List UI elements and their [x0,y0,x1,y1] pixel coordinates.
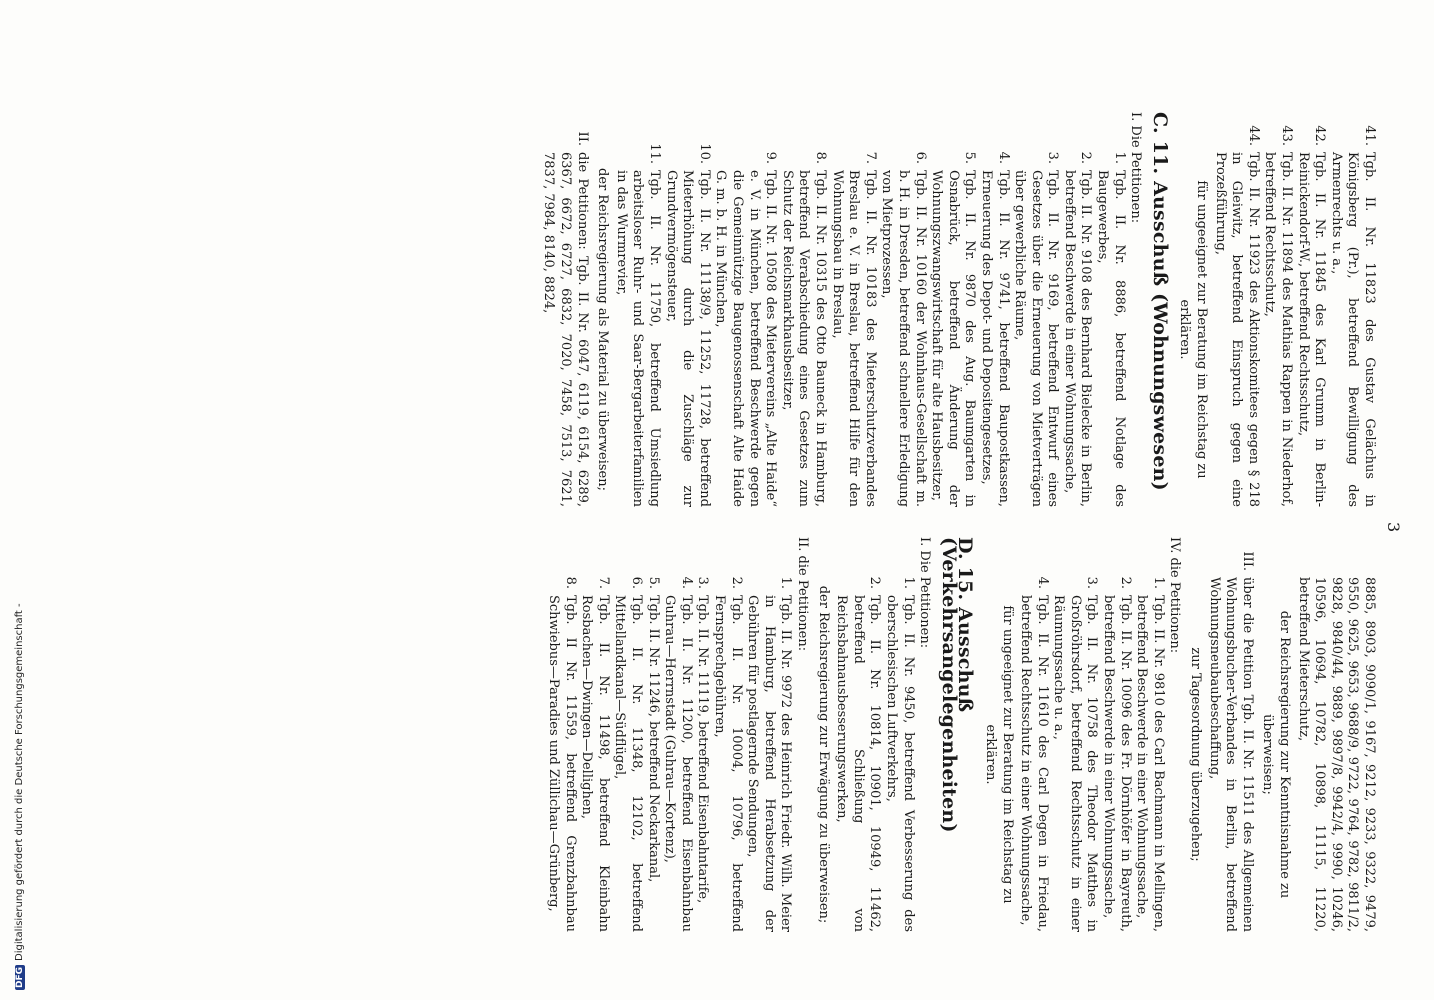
item-number: 7. [862,151,878,164]
digitization-credit [14,603,25,990]
petition-item [644,537,661,932]
item-text: Tgb. II. Nr. 11845 des Karl Grumm in Berlin-Reinickendorf-W., betreffend Rechtsschutz, [1295,152,1328,507]
petition-item [662,112,712,507]
petition-item [661,537,694,932]
petition-item [1100,537,1133,932]
petition-numbers-continued: 8885, 8903, 9090/1, 9167, 9212, 9233, 9322, 9479, 9550, 9625, 9653, 9688/9, 9722, 9764, 9782, 9811/2, 9828, 9840/44, 9889, 9897/8, 9942/4, 9990, 10246, 10596, 10694, 10782, 10898, 11115, 11220, betreffend Mieterschutz, [1295,577,1377,932]
petition-item [928,112,978,507]
item-number: III. [1239,551,1255,571]
item-text: Tgb. II. Nr. 11923 des Aktionskomitees gegen § 218 in Gleiwitz, betreffend Einspruch gegen eine Prozeßführung, [1212,152,1261,507]
item-number: 1. [1150,576,1166,589]
item-text: Tgb. II. Nr. 9108 des Bernhard Bielecke in Berlin, betreffend Beschwerde in einer Wohnungssache, [1061,170,1094,507]
petition-item [878,112,928,507]
item-text: Tgb. II. Nr. 10508 des Mietervereins „Alte Haide“ e. V. in München, betreffend Beschwerde gegen die Gemeinnützige Baugenossenschaft Alte Haide G. m. b. H. in München, [713,170,779,507]
petition-item [778,112,828,507]
petition-item [1133,537,1166,932]
section-heading-c: C. 11. Ausschuß (Wohnungswesen) [1148,112,1171,491]
petition-item [977,112,1010,507]
item-text: die Petitionen: Tgb. II. Nr. 6047, 6119, 6154, 6289, 6367, 6672, 6727, 6832, 7020, 7458, 7513, 7621, 7837, 7984, 8140, 8824, [541,152,590,507]
item-number: 9. [763,151,779,164]
section-intro: I. Die Petitionen: [917,537,933,649]
petition-list-continued [1211,112,1377,507]
item-number: 11. [647,143,663,164]
petition-item [1211,112,1261,507]
closing-statement: für ungeeignet zur Beratung im Reichstag zu erklären. [1177,180,1210,479]
item-number: 3. [695,576,711,589]
petition-list-transport [833,537,916,932]
item-number: 42. [1312,125,1328,146]
item-text: Tgb. II. Nr. 11138/9, 11252, 11728, betreffend Mieterhöhung durch die Zuschläge zur Grundvermögensteuer, [663,170,712,507]
rotated-page-content [137,112,1403,932]
item-number: II. [574,131,590,146]
item-text: Tgb. II. Nr. 11246, betreffend Neckarkanal, [645,595,661,883]
item-text: Tgb. II. Nr. 11119, betreffend Eisenbahntarife, [695,595,711,904]
petition-item [744,537,794,932]
petition-item [1261,112,1294,507]
item-number: 41. [1362,125,1377,146]
item-number: 2. [1117,576,1133,589]
petition-item [1050,537,1100,932]
petition-item [1017,537,1050,932]
item-text: Tgb. II. Nr. 11348, 12102, betreffend Mittellandkanal—Südflügel, [612,595,645,932]
item-number: 6. [912,151,928,164]
item-text: Tgb. II. Nr. 10315 des Otto Bauneck in Hamburg, betreffend Verabschiedung eines Gesetzes zum Schutz der Reichsmarkhausbesitzer, [779,170,828,507]
item-text: Tgb. II. Nr. 9810 des Carl Bachmann in Mellingen, betreffend Beschwerde in einer Wohnungssache, [1134,595,1166,932]
petition-item [545,537,578,932]
credit-text: Digitalisierung gefördert durch die Deutsche Forschungsgemeinschaft - [14,603,25,961]
item-number: 3. [1084,576,1100,589]
item-text: Tgb. II. Nr. 9870 des Aug. Baumgarten in Osnabrück, betreffend Änderung der Wohnungszwangswirtschaft für alte Hausbesitzer, [929,170,978,507]
item-number: 5. [962,151,978,164]
item-text: Tgb. II Nr. 11559, betreffend Grenzbahnbau Schwiebus—Paradies und Züllichau—Grünberg, [546,595,578,932]
item-text: Tgb. II. Nr. 11823 des Gustav Gelächus in Königsberg (Pr.), betreffend Bewilligung des Armenrechts u. a., [1328,152,1377,507]
item-text: Tgb. II. Nr. 11610 des Carl Degen in Friedau, betreffend Rechtsschutz in einer Wohnungssache, [1018,595,1050,932]
petition-item [1327,112,1377,507]
item-number: 2. [867,576,883,589]
closing-statement: der Reichsregierung als Material zu überweisen; [595,168,611,491]
petition-group-ii [540,112,590,507]
petition-item [694,537,711,932]
item-text: Tgb. II. Nr. 10096 des Fr. Dörnhöfer in Bayreuth, betreffend Beschwerde in einer Wohnungssache, [1101,595,1133,932]
item-number: 1. [1111,151,1127,164]
item-number: 1. [900,576,916,589]
left-column [540,112,1377,507]
petition-list-housing [612,112,1126,507]
closing-statement: der Reichsregierung zur Kenntnisnahme zu überweisen; [1260,610,1293,899]
item-number: 8. [562,576,578,589]
section-intro: II. die Petitionen: [795,537,810,652]
item-number: 2. [1078,151,1094,164]
petition-item [1011,112,1061,507]
item-number: 4. [1034,576,1050,589]
petition-item [710,537,743,932]
item-number: 4. [995,151,1011,164]
petition-list-ii [545,537,794,932]
petition-item [712,112,778,507]
item-text: Tgb. II. Nr. 11200, betreffend Eisenbahnbau Guhrau—Herrnstadt (Guhrau—Kortenz), [662,595,694,932]
petition-item [833,537,883,932]
page-number: 3 [1384,522,1403,533]
item-text: Tgb. II. Nr. 9741, betreffend Baupostkassen, Erneuerung des Depot- und Depositengesetzes, [978,170,1011,507]
petition-list-iv [1017,537,1166,932]
item-text: Tgb. II. Nr. 10758 des Theodor Matthes in Großröhrsdorf, betreffend Rechtsschutz in einer Räumungssache u. a., [1051,595,1100,932]
item-text: Tgb. II. Nr. 8886, betreffend Notlage des Baugewerbes, [1095,170,1127,507]
petition-group-iii [1205,537,1255,932]
item-number: 6. [629,576,645,589]
item-text: Tgb. II. Nr. 9972 des Heinrich Friedr. Wilh. Meier in Hamburg, betreffend Herabsetzung der Gebühren für postlagernde Sendungen, [745,595,794,932]
item-number: 44. [1245,125,1261,146]
section-intro: IV. die Petitionen: [1167,537,1183,654]
item-number: 10. [696,143,712,164]
right-column [545,537,1378,932]
closing-statement: zur Tagesordnung überzugehen; [1188,647,1204,862]
item-text: Tgb. II. Nr. 10183 des Mieterschutzverbandes Breslau e. V. in Breslau, betreffend Hilfe für den Wohnungsbau in Breslau, [829,170,878,507]
item-number: 1. [778,576,794,589]
petition-item [611,537,644,932]
item-number: 4. [678,576,694,589]
petition-item [612,112,662,507]
closing-statement: für ungeeignet zur Beratung im Reichstag zu erklären. [982,605,1015,904]
petition-item [1294,112,1327,507]
item-number: 2. [728,576,744,589]
item-text: Tgb. II. Nr. 10160 der Wohnhaus-Gesellschaft m. b. H. in Dresden, betreffend schnellere Erledigung von Mietprozessen, [879,170,928,507]
item-number: 5. [645,576,661,589]
petition-item [1094,112,1127,507]
item-number: 7. [595,576,611,589]
item-text: Tgb. II. Nr. 10814, 10901, 10949, 11462, betreffend Schließung von Reichsbahnausbesserungswerken, [834,595,883,932]
item-text: Tgb. II. Nr. 10004, 10796, betreffend Fernsprechgebühren, [712,595,744,932]
item-number: 8. [813,151,828,164]
item-text: Tgb. II. Nr. 9169, betreffend Entwurf eines Gesetzes über die Erneuerung von Mietverträgen über gewerbliche Räume, [1012,170,1061,507]
item-text: Tgb. II. Nr. 11498, betreffend Kleinbahn Rosbachen—Dwingen—Dellighen, [579,595,611,932]
item-text: Tgb. II. Nr. 9450, betreffend Verbesserung des oberschlesischen Luftverkehrs, [883,595,916,932]
item-text: über die Petition Tgb. II. Nr. 11511 des Allgemeinen Wohnungsbucher-Verbandes in Berlin, betreffend Wohnungsneubaubeschaffung, [1206,577,1255,932]
item-text: Tgb. II. Nr. 11750, betreffend Umsiedlung arbeitsloser Ruhr- und Saar-Bergarbeiterfamilien in das Wurmrevier, [613,170,663,507]
petition-item [882,537,915,932]
closing-statement: der Reichsregierung zur Erwägung zu überweisen; [815,585,831,924]
item-number: 43. [1279,125,1295,146]
item-number: 3. [1045,151,1061,164]
dfg-logo: DFG [15,966,25,988]
digitization-credit-bar [0,0,25,1000]
section-heading-d: D. 15. Ausschuß (Verkehrsangelegenheiten) [937,537,977,833]
petition-item [1060,112,1093,507]
petition-item [828,112,878,507]
section-intro: I. Die Petitionen: [1128,112,1144,224]
petition-item [578,537,611,932]
item-text: Tgb. II. Nr. 11894 des Mathias Rappen in Niederhof, betreffend Rechtsschutz, [1262,152,1295,507]
